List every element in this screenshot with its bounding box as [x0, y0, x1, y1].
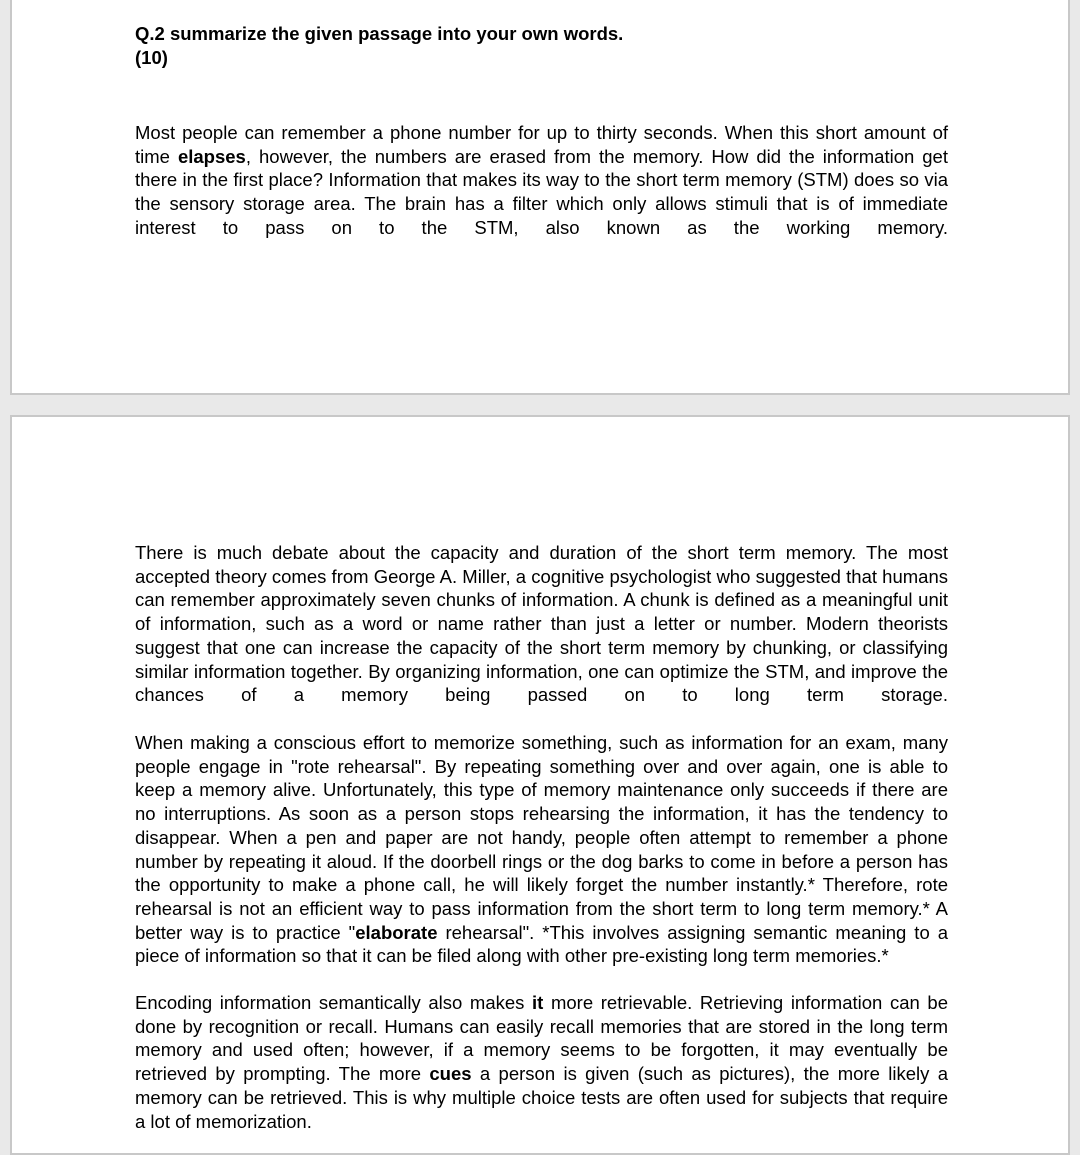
p4-bold-it: it: [532, 992, 544, 1013]
question-heading: [135, 22, 623, 70]
p4-text-c: a person is given (such as pictures), the more likely a memory can be retrieved. This is why multiple choice tests are often used for subjects that require a lot of memorization.: [135, 1063, 948, 1132]
p4-text-a: Encoding information semantically also makes: [135, 992, 533, 1013]
p3-text-b: rehearsal". *This involves assigning semantic meaning to a piece of information so that it can be filed along with other pre-existing long term memories.*: [135, 921, 949, 967]
p1-text-b: , however, the numbers are erased from the memory. How did the information get there in the first place? Information that makes its way to the short term memory (STM) does so via the sensory storage area. The brain has a filter which only allows stimuli that is of immediate interest to pass on to the STM, also known as the working memory.: [135, 145, 948, 238]
passage-paragraph-4: [135, 991, 948, 1133]
p1-text-a: Most people can remember a phone number for up to thirty seconds. When this short amount of time: [135, 122, 948, 167]
question-text: Q.2 summarize the given passage into your own words.: [135, 23, 624, 44]
question-marks: (10): [135, 47, 168, 68]
passage-paragraph-1: [135, 121, 948, 240]
passage-paragraph-3: [135, 731, 948, 968]
p4-text-b: more retrievable. Retrieving information can be done by recognition or recall. Humans can easily recall memories that are stored in the long term memory and used often; however, if a memory seems to be forgotten, it may eventually be retrieved by prompting. The more: [135, 992, 948, 1085]
passage-paragraph-2: There is much debate about the capacity and duration of the short term memory. The most accepted theory comes from George A. Miller, a cognitive psychologist who suggested that humans can remember approximately seven chunks of information. A chunk is defined as a meaningful unit of information, such as a word or name rather than just a letter or number. Modern theorists suggest that one can increase the capacity of the short term memory by chunking, or classifying similar information together. By organizing information, one can optimize the STM, and improve the chances of a memory being passed on to long term storage.: [135, 542, 948, 706]
p1-bold-elapses: elapses: [177, 145, 246, 167]
p3-text-a: When making a conscious effort to memorize something, such as information for an exam, many people engage in "rote rehearsal". By repeating something over and over again, one is able to keep a memory alive. Unfortunately, this type of memory maintenance only succeeds if there are no interruptions. As soon as a person stops rehearsing the information, it has the tendency to disappear. When a pen and paper are not handy, people often attempt to remember a phone number by repeating it aloud. If the doorbell rings or the dog barks to come in before a person has the opportunity to make a phone call, he will likely forget the number instantly.* Therefore, rote rehearsal is not an efficient way to pass information from the short term to long term memory.* A better way is to practice ": [135, 732, 948, 943]
document-page-1: [10, 0, 1070, 395]
document-page-2: [10, 415, 1070, 1155]
p4-bold-cues: cues: [429, 1063, 472, 1085]
p3-bold-elaborate: elaborate: [355, 921, 438, 943]
